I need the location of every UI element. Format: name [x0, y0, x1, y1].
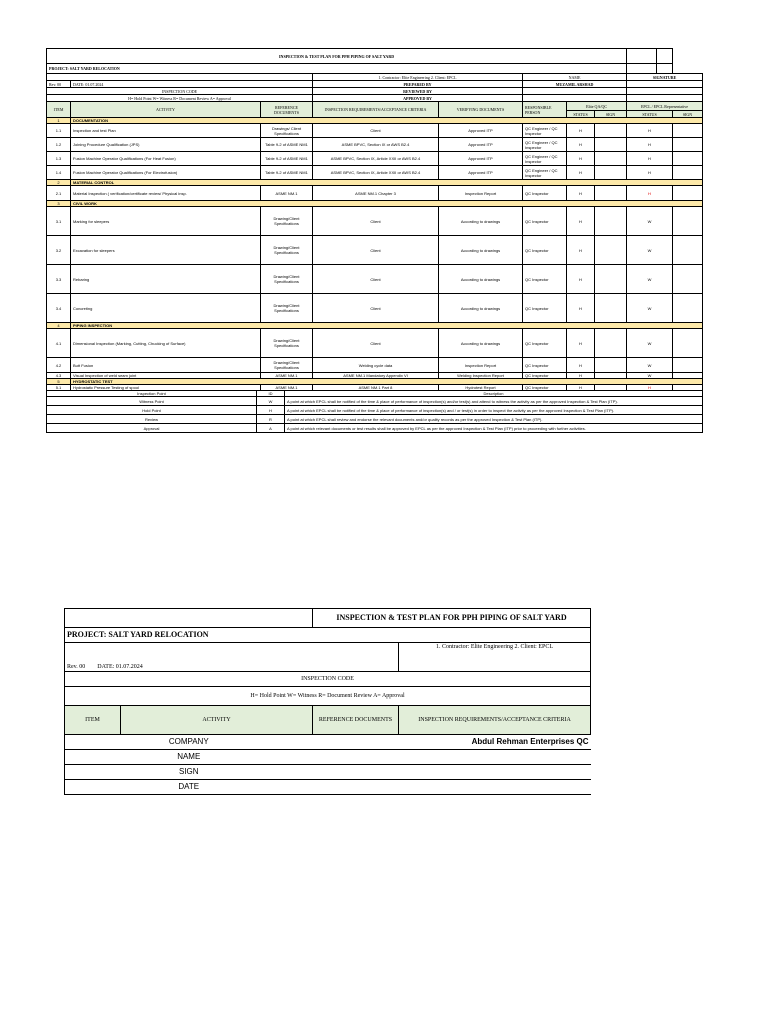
cell-epcl-sign — [673, 207, 703, 236]
signoff-table — [64, 734, 591, 795]
table-row — [47, 294, 703, 323]
signoff-header-table — [64, 608, 591, 735]
cell-activity: Inspection and test Plan — [71, 124, 261, 138]
cell-item: 3.4 — [47, 294, 71, 323]
cell-reference: ASME NM.1 — [261, 373, 313, 379]
legend-description: A point at which EPCL shall be notified of the time & place of performance of inspection(s) and/or test(s) and attend to witness the activity as per the approved Inspection & Test Plan (ITP). — [285, 397, 703, 406]
cell-criteria: Client — [313, 124, 439, 138]
legend-description: A point at which relevant documents or test results shall be approved by EPCL as per the approved Inspection & Test Plan (ITP) prior to proceeding with further activities. — [285, 424, 703, 433]
cell-verifying: According to drawings — [439, 236, 523, 265]
cell-elite-sign — [595, 166, 627, 180]
cell-responsible: QC Inspector — [523, 207, 567, 236]
signoff-code-label: INSPECTION CODE — [65, 672, 591, 687]
name-value — [313, 750, 591, 765]
cell-verifying: Approved ITP — [439, 152, 523, 166]
cell-item: 2.1 — [47, 186, 71, 201]
cell-verifying: Approved ITP — [439, 138, 523, 152]
table-row — [47, 166, 703, 180]
cell-responsible: QC Inspector — [523, 294, 567, 323]
cell-criteria: ASME BPVC, Section IX or AWS B2.4 — [313, 138, 439, 152]
cell-item: 3.2 — [47, 236, 71, 265]
cell-epcl-status: H — [627, 138, 673, 152]
cell-activity: Excavation for sleepers — [71, 236, 261, 265]
cell-elite-status: H — [567, 166, 595, 180]
cell-item: 3.3 — [47, 265, 71, 294]
cell-responsible: QC Inspector — [523, 373, 567, 379]
cell-activity: Joining Procedure Qualification (JPS) — [71, 138, 261, 152]
cell-verifying: According to drawings — [439, 329, 523, 358]
cell-criteria: Client — [313, 265, 439, 294]
cell-activity: Hydrostatic Pressure Testing of spool — [71, 385, 261, 391]
cell-epcl-sign — [673, 152, 703, 166]
section-name: MATERIAL CONTROL — [71, 180, 703, 186]
table-row — [47, 152, 703, 166]
cell-elite-sign — [595, 294, 627, 323]
cell-item: 3.1 — [47, 207, 71, 236]
cell-elite-sign — [595, 329, 627, 358]
table-row — [47, 329, 703, 358]
signoff-col-criteria: INSPECTION REQUIREMENTS/ACCEPTANCE CRITERIA — [399, 706, 591, 735]
itp-body — [47, 118, 703, 391]
cell-epcl-status: H — [627, 385, 673, 391]
legend-point: Review — [47, 415, 257, 424]
cell-epcl-status: H — [627, 166, 673, 180]
cell-elite-status: H — [567, 138, 595, 152]
cell-item: 4.2 — [47, 358, 71, 373]
cell-epcl-status: W — [627, 294, 673, 323]
cell-criteria: ASME NM.1 Mandatory Appendix VI — [313, 373, 439, 379]
cell-reference: Drawing/Client Specifications — [261, 207, 313, 236]
cell-activity: Visual Inspection of weld seam joint — [71, 373, 261, 379]
cell-responsible: QC Engineer / QC Inspector — [523, 152, 567, 166]
legend-id: R — [257, 415, 285, 424]
cell-elite-status: H — [567, 186, 595, 201]
prepared-by-name: MUZAMIL ARSHAD — [523, 81, 627, 88]
cell-responsible: QC Engineer / QC Inspector — [523, 138, 567, 152]
signoff-col-activity: ACTIVITY — [121, 706, 313, 735]
legend-point: Approval — [47, 424, 257, 433]
cell-verifying: Approved ITP — [439, 166, 523, 180]
cell-elite-status: H — [567, 373, 595, 379]
project-name: PROJECT: SALT YARD RELOCATION — [47, 64, 627, 74]
signoff-col-reference: REFERENCE DOCUMENTS — [313, 706, 399, 735]
cell-elite-status: H — [567, 265, 595, 294]
cell-verifying: According to drawings — [439, 207, 523, 236]
legend-id: A — [257, 424, 285, 433]
cell-elite-sign — [595, 265, 627, 294]
legend-row — [47, 406, 703, 415]
section-name: HYDROSTATIC TEST — [71, 379, 703, 385]
cell-reference: Drawings/ Client Specifications — [261, 124, 313, 138]
cell-responsible: QC Inspector — [523, 236, 567, 265]
legend-head-description: Description — [285, 391, 703, 397]
document-title: INSPECTION & TEST PLAN FOR PPH PIPING OF SALT YARD — [47, 49, 627, 64]
cell-epcl-sign — [673, 358, 703, 373]
cell-elite-sign — [595, 186, 627, 201]
cell-epcl-status: W — [627, 373, 673, 379]
cell-item: 5.1 — [47, 385, 71, 391]
cell-item: 1.3 — [47, 152, 71, 166]
legend-row — [47, 415, 703, 424]
cell-item: 1.1 — [47, 124, 71, 138]
cell-epcl-status: W — [627, 329, 673, 358]
cell-reference: ASME NM.1 — [261, 385, 313, 391]
cell-reference: Drawing/Client Specifications — [261, 329, 313, 358]
cell-responsible: QC Inspector — [523, 358, 567, 373]
cell-verifying: Inspection Report — [439, 186, 523, 201]
name-header: NAME — [523, 74, 627, 81]
cell-activity: Fusion Machine Operator Qualifications (For Electrofusion) — [71, 166, 261, 180]
cell-elite-status: H — [567, 236, 595, 265]
section-name: DOCUMENTATION — [71, 118, 703, 124]
cell-activity: Butt Fusion — [71, 358, 261, 373]
col-verifying: VERIFYING DOCUMENTS — [439, 102, 523, 118]
section-number: 1 — [47, 118, 71, 124]
legend-head-point: Inspection Point — [47, 391, 257, 397]
cell-elite-status: H — [567, 294, 595, 323]
cell-verifying: According to drawings — [439, 294, 523, 323]
cell-verifying: Approved ITP — [439, 124, 523, 138]
cell-elite-sign — [595, 207, 627, 236]
col-epcl-status: STATUS — [627, 111, 673, 118]
cell-verifying: Inspection Report — [439, 358, 523, 373]
cell-reference: Drawing/Client Specifications — [261, 358, 313, 373]
cell-verifying: Welding Inspection Report — [439, 373, 523, 379]
cell-elite-status: H — [567, 385, 595, 391]
cell-elite-sign — [595, 358, 627, 373]
cell-reference: Table 9-2 of ASME NM1 — [261, 138, 313, 152]
table-row — [47, 358, 703, 373]
cell-epcl-status: H — [627, 124, 673, 138]
table-row — [47, 186, 703, 201]
col-reference: REFERENCE DOCUMENTS — [261, 102, 313, 118]
cell-reference: Drawing/Client Specifications — [261, 236, 313, 265]
date-label: DATE — [65, 780, 313, 795]
itp-sheet — [46, 48, 702, 433]
section-name: PIPING INSPECTION — [71, 323, 703, 329]
cell-epcl-status: W — [627, 207, 673, 236]
reviewed-by-label: REVIEWED BY — [313, 88, 523, 95]
signature-header: SIGNATURE — [627, 74, 703, 81]
cell-epcl-status: H — [627, 152, 673, 166]
cell-activity: Marking for sleepers — [71, 207, 261, 236]
cell-verifying: According to drawings — [439, 265, 523, 294]
cell-elite-sign — [595, 152, 627, 166]
cell-item: 4.3 — [47, 373, 71, 379]
col-epcl-sign: SIGN — [673, 111, 703, 118]
legend-row — [47, 424, 703, 433]
legend-row — [47, 397, 703, 406]
col-item: ITEM — [47, 102, 71, 118]
cell-responsible: QC Inspector — [523, 385, 567, 391]
cell-activity: Material Inspection ( verification/certificate review/ Physical insp. — [71, 186, 261, 201]
signoff-sheet — [64, 608, 590, 795]
revision: Rev. 00 — [47, 81, 71, 88]
table-row — [47, 138, 703, 152]
cell-epcl-sign — [673, 236, 703, 265]
cell-epcl-sign — [673, 329, 703, 358]
cell-elite-sign — [595, 138, 627, 152]
cell-responsible: QC Engineer / QC Inspector — [523, 166, 567, 180]
inspection-code-label: INSPECTION CODE — [47, 88, 313, 95]
table-row — [47, 265, 703, 294]
legend-body — [47, 397, 703, 433]
sign-label: SIGN — [65, 765, 313, 780]
inspection-code-key: H= Hold Point W= Witness R= Document Review A= Approval — [47, 95, 313, 102]
legend-point: Hold Point — [47, 406, 257, 415]
col-epcl: EPCL / EPCL Representative — [627, 102, 703, 111]
date-value — [313, 780, 591, 795]
prepared-by-label: PREPARED BY — [313, 81, 523, 88]
cell-responsible: QC Inspector — [523, 186, 567, 201]
cell-verifying: Hydrotest Report — [439, 385, 523, 391]
itp-header-table — [46, 48, 703, 102]
cell-criteria: Welding cycle data — [313, 358, 439, 373]
col-elite-status: STATUS — [567, 111, 595, 118]
cell-criteria: Client — [313, 294, 439, 323]
signoff-title: INSPECTION & TEST PLAN FOR PPH PIPING OF SALT YARD — [313, 609, 591, 628]
cell-item: 1.4 — [47, 166, 71, 180]
cell-epcl-status: W — [627, 265, 673, 294]
col-responsible: RESPONSIBLE PERSON — [523, 102, 567, 118]
legend-head-id: ID — [257, 391, 285, 397]
cell-responsible: QC Engineer / QC Inspector — [523, 124, 567, 138]
signoff-col-item: ITEM — [65, 706, 121, 735]
cell-elite-status: H — [567, 329, 595, 358]
cell-elite-status: H — [567, 358, 595, 373]
cell-epcl-sign — [673, 265, 703, 294]
col-elite: Elite QA/QC — [567, 102, 627, 111]
cell-epcl-sign — [673, 186, 703, 201]
cell-criteria: ASME NM.1 Chapter 3 — [313, 186, 439, 201]
cell-activity: Rebaring — [71, 265, 261, 294]
parties-line: 1. Contractor: Elite Engineering 2. Client: EPCL — [313, 74, 523, 81]
cell-elite-status: H — [567, 207, 595, 236]
signoff-project: PROJECT: SALT YARD RELOCATION — [65, 628, 591, 643]
cell-criteria: ASME BPVC, Section IX, Article XXII or AWS B2.4 — [313, 166, 439, 180]
legend-id: W — [257, 397, 285, 406]
legend-point: Witness Point — [47, 397, 257, 406]
table-row — [47, 207, 703, 236]
cell-epcl-sign — [673, 294, 703, 323]
cell-criteria: Client — [313, 236, 439, 265]
approved-by-label: APPROVED BY — [313, 95, 523, 102]
name-label: NAME — [65, 750, 313, 765]
legend-table — [46, 390, 703, 433]
cell-epcl-status: W — [627, 358, 673, 373]
cell-elite-status: H — [567, 124, 595, 138]
section-number: 2 — [47, 180, 71, 186]
cell-reference: Drawing/Client Specifications — [261, 265, 313, 294]
cell-responsible: QC Inspector — [523, 329, 567, 358]
cell-epcl-sign — [673, 166, 703, 180]
signoff-revision: Rev. 00 — [67, 664, 86, 670]
cell-item: 4.1 — [47, 329, 71, 358]
cell-criteria: ASME NM.1 Part 8 — [313, 385, 439, 391]
cell-epcl-sign — [673, 138, 703, 152]
section-name: CIVIL WORK — [71, 201, 703, 207]
cell-criteria: ASME BPVC, Section IX, Article XXII or AWS B2.4 — [313, 152, 439, 166]
col-criteria: INSPECTION REQUIREMENTS/ACCEPTANCE CRITERIA — [313, 102, 439, 118]
cell-activity: Fusion Machine Operator Qualifications (For Heat Fusion) — [71, 152, 261, 166]
signoff-code-key: H= Hold Point W= Witness R= Document Review A= Approval — [65, 687, 591, 706]
cell-epcl-status: H — [627, 186, 673, 201]
cell-epcl-status: W — [627, 236, 673, 265]
company-label: COMPANY — [65, 735, 313, 750]
cell-responsible: QC Inspector — [523, 265, 567, 294]
cell-reference: Table 9-2 of ASME NM1 — [261, 166, 313, 180]
cell-criteria: Client — [313, 207, 439, 236]
cell-elite-status: H — [567, 152, 595, 166]
date: DATE: 01.07.2024 — [71, 81, 313, 88]
cell-epcl-sign — [673, 124, 703, 138]
legend-description: A point at which EPCL shall be notified of the time & place of performance of inspection(s) and / or test(s) in order to inspect the activity as per the approved Inspection & Test Plan (ITP). — [285, 406, 703, 415]
legend-id: H — [257, 406, 285, 415]
cell-reference: ASME NM.1 — [261, 186, 313, 201]
cell-reference: Table 9-2 of ASME NM1 — [261, 152, 313, 166]
cell-item: 1.2 — [47, 138, 71, 152]
cell-elite-sign — [595, 236, 627, 265]
cell-elite-sign — [595, 124, 627, 138]
cell-activity: Dimensional Inspection (Marking, Cutting, Chucking of Surface) — [71, 329, 261, 358]
sign-value — [313, 765, 591, 780]
signoff-parties: 1. Contractor: Elite Engineering 2. Client: EPCL — [399, 643, 591, 672]
section-number: 3 — [47, 201, 71, 207]
itp-activity-table — [46, 101, 703, 391]
section-number: 4 — [47, 323, 71, 329]
col-activity: ACTIVITY — [71, 102, 261, 118]
table-row — [47, 124, 703, 138]
cell-reference: Drawing/Client Specifications — [261, 294, 313, 323]
cell-criteria: Client — [313, 329, 439, 358]
col-elite-sign: SIGN — [595, 111, 627, 118]
signoff-date: DATE: 01.07.2024 — [97, 664, 143, 670]
company-value: Abdul Rehman Enterprises QC — [313, 735, 591, 750]
table-row — [47, 236, 703, 265]
legend-description: A point at which EPCL shall review and endorse the relevant documents and/or quality records as per the approved Inspection & Test Plan (ITP). — [285, 415, 703, 424]
section-number: 5 — [47, 379, 71, 385]
cell-activity: Concreting — [71, 294, 261, 323]
